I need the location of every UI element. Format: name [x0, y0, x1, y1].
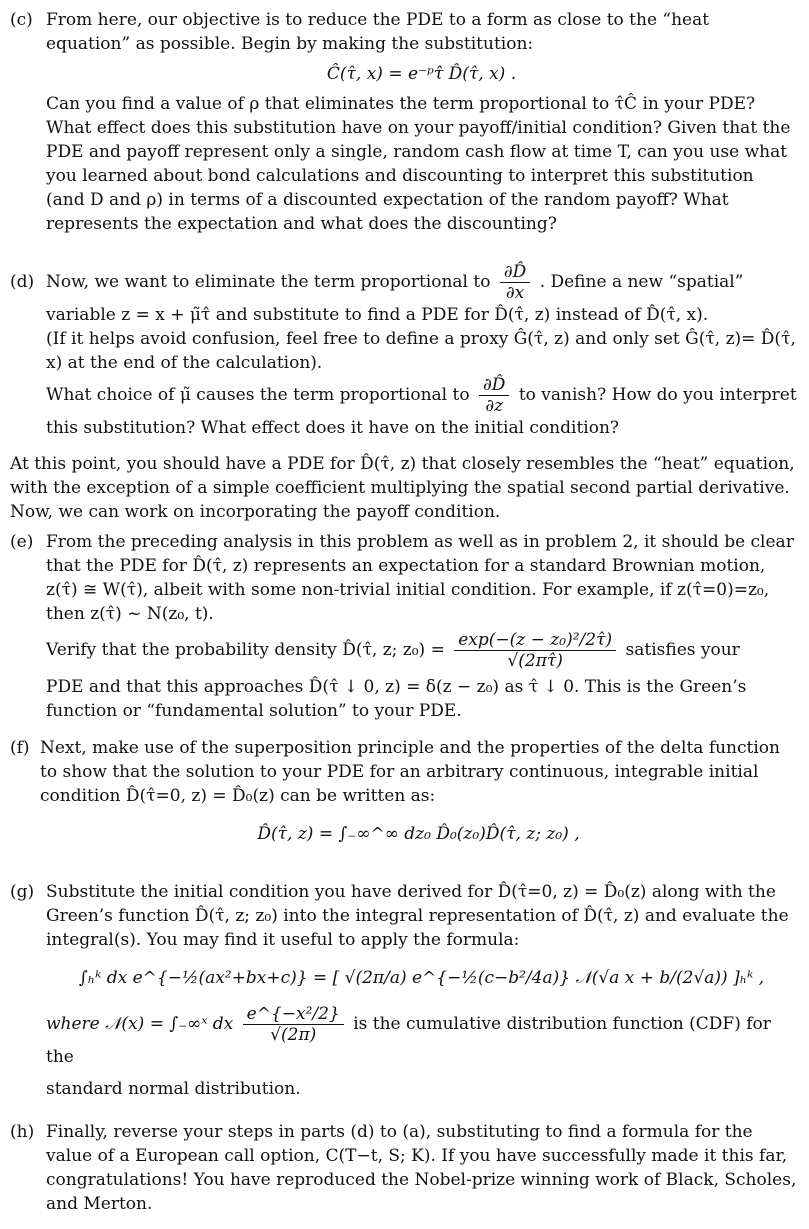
- part-d-line5: this substitution? What effect does it have on the initial condition?: [46, 418, 620, 438]
- part-h-label: (h): [10, 1122, 35, 1142]
- frac-numerator: exp(−(z − z₀)²/2τ̂): [454, 630, 616, 651]
- part-e-label: (e): [10, 532, 34, 552]
- frac-denominator: √(2π): [270, 1025, 317, 1045]
- part-g-line1: Substitute the initial condition you have derived for D̂(τ̂=0, z) = D̂₀(z) along with the Green’s function D̂(τ̂, z; z₀) into the integral representation of D̂(τ̂, z) and evaluate the integral(s). You may find it useful to apply the formula:: [46, 882, 789, 950]
- part-d-line2: variable z = x + μ̃τ̂ and substitute to find a PDE for D̂(τ̂, z) instead of D̂(τ̂, x).: [46, 305, 709, 325]
- part-e: [10, 530, 797, 723]
- part-d-line4: [46, 375, 797, 416]
- part-d-line1: [46, 262, 797, 303]
- part-c-intro: From here, our objective is to reduce the PDE to a form as close to the “heat equation” as possible. Begin by making the substitution:: [46, 10, 710, 54]
- part-e-verify: [46, 630, 797, 671]
- part-g-where-a: where 𝒩(x) = ∫₋∞ˣ dx: [46, 1014, 234, 1034]
- part-d-line4b: to vanish? How do you interpret: [518, 385, 797, 405]
- part-g-label: (g): [10, 882, 35, 902]
- part-c-text: Can you find a value of ρ that eliminates the term proportional to τ̂Ĉ in your PDE? What effect does this substitution have on your payoff/initial condition? Given that the PDE and payoff represent only a single, random cash flow at time T, can you use what you learned about bond calculations and discounting to interpret this substitution (and D and ρ) in terms of a discounted expectation of the random payoff? What represents the expectation and what does the discounting?: [46, 94, 791, 234]
- part-d-label: (d): [10, 272, 35, 292]
- part-e-line3: PDE and that this approaches D̂(τ̂ ↓ 0, z) = δ(z − z₀) as τ̂ ↓ 0. This is the Green’s function or “fundamental solution” to your PDE.: [46, 677, 747, 721]
- part-e-verify-b: satisfies your: [625, 640, 740, 660]
- part-f: [10, 736, 797, 852]
- part-g-end: standard normal distribution.: [46, 1079, 301, 1099]
- part-c-label: (c): [10, 10, 33, 30]
- frac-numerator: ∂D̂: [500, 262, 530, 283]
- frac-denominator: ∂x: [505, 283, 525, 303]
- partial-d-dz-fraction: [479, 375, 509, 416]
- part-d-line4a: What choice of μ̃ causes the term proportional to: [46, 385, 470, 405]
- frac-denominator: √(2πτ̂): [507, 651, 563, 671]
- partial-d-dx-fraction: [500, 262, 530, 303]
- part-e-verify-a: Verify that the probability density D̂(τ̂, z; z₀) =: [46, 640, 445, 660]
- frac-denominator: ∂z: [485, 396, 504, 416]
- part-e-line1: From the preceding analysis in this problem as well as in problem 2, it should be clear that the PDE for D̂(τ̂, z) represents an expectation for a standard Brownian motion, z(τ̂) ≅ W(τ̂), albeit with some non-trivial initial condition. For example, if z(τ̂=0)=z₀, then z(τ̂) ~ N(z₀, t).: [46, 532, 794, 624]
- part-f-line1: Next, make use of the superposition principle and the properties of the delta function to show that the solution to your PDE for an arbitrary continuous, integrable initial condition D̂(τ̂=0, z) = D̂₀(z) can be written as:: [40, 738, 780, 806]
- interlude-paragraph: At this point, you should have a PDE for D̂(τ̂, z) that closely resembles the “heat” equation, with the exception of a simple coefficient multiplying the spatial second partial derivative. Now, we can work on incorporating the payoff condition.: [10, 454, 795, 522]
- part-c-equation: Ĉ(τ̂, x) = e⁻ᵖτ̂ D̂(τ̂, x) .: [326, 64, 517, 84]
- part-g-equation: ∫ₕᵏ dx e^{−½(ax²+bx+c)} = [ √(2π/a) e^{−½(c−b²/4a)} 𝒩(√a x + b/(2√a)) ]ₕᵏ ,: [78, 968, 765, 988]
- frac-numerator: e^{−x²/2}: [243, 1004, 344, 1025]
- gaussian-density-fraction: [454, 630, 616, 671]
- part-f-label: (f): [10, 738, 30, 758]
- frac-numerator: ∂D̂: [479, 375, 509, 396]
- part-g-where: [46, 1004, 797, 1069]
- part-d-line1a: Now, we want to eliminate the term proportional to: [46, 272, 491, 292]
- part-d: [10, 262, 797, 440]
- part-d-line3: (If it helps avoid confusion, feel free to define a proxy Ĝ(τ̂, z) and only set Ĝ(τ̂, z)= D̂(τ̂, x) at the end of the calculation).: [46, 329, 796, 373]
- part-h: [10, 1120, 797, 1216]
- normal-pdf-fraction: [243, 1004, 344, 1045]
- part-g-where-b: is the cumulative distribution function (CDF) for the: [46, 1014, 771, 1067]
- part-f-equation: D̂(τ̂, z) = ∫₋∞^∞ dz₀ D̂₀(z₀)D̂(τ̂, z; z₀) ,: [257, 824, 580, 844]
- part-c: [10, 8, 797, 236]
- part-d-line1b: . Define a new “spatial”: [539, 272, 744, 292]
- part-g: [10, 880, 797, 1101]
- part-h-text: Finally, reverse your steps in parts (d) to (a), substituting to find a formula for the value of a European call option, C(T−t, S; K). If you have successfully made it this far, congratulations! You have reproduced the Nobel-prize winning work of Black, Scholes, and Merton.: [46, 1122, 797, 1214]
